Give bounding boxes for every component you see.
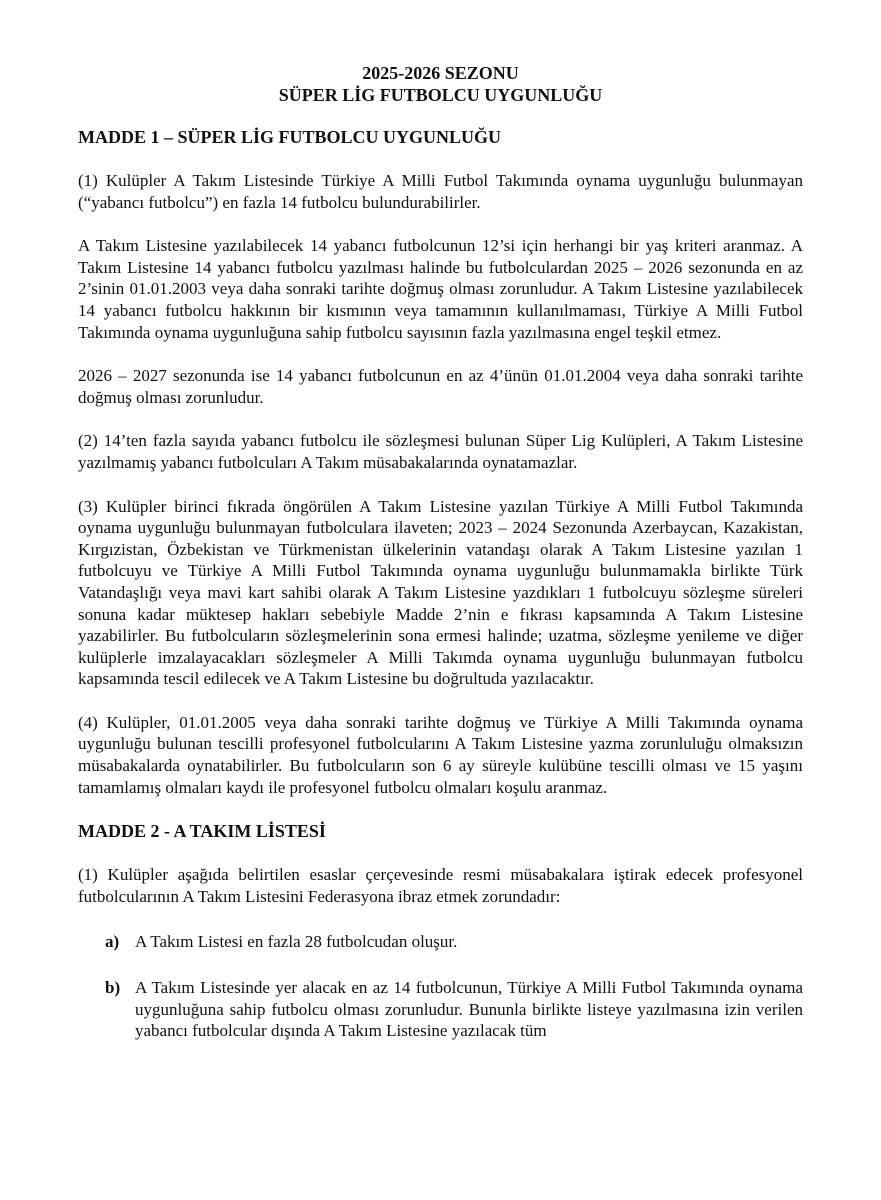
madde-1-paragraph-1: (1) Kulüpler A Takım Listesinde Türkiye A Milli Futbol Takımında oynama uygunluğu bulunmayan (“yabancı futbolcu”) en fazla 14 futbolcu bulundurabilirler. — [78, 171, 803, 212]
madde-1-paragraph-2: A Takım Listesine yazılabilecek 14 yabancı futbolcunun 12’si için herhangi bir yaş kriteri aranmaz. A Takım Listesine 14 yabancı futbolcu yazılması halinde bu futbolculardan 2025 – 2026 sezonunda en az 2’sinin 01.01.2003 veya daha sonraki tarihte doğmuş olması zorunludur. A Takım Listesine yazılabilecek 14 yabancı futbolcu hakkının bir kısmının veya tamamının kullanılmaması, Türkiye A Milli Futbol Takımında oynama uygunluğuna sahip futbolcu sayısının fazla yazılmasına engel teşkil etmez. — [78, 236, 803, 342]
madde-1-paragraph-6: (4) Kulüpler, 01.01.2005 veya daha sonraki tarihte doğmuş ve Türkiye A Milli Takımında oynama uygunluğu bulunan tescilli profesyonel futbolcularını A Takım Listesine yazma zorunluluğu olmaksızın müsabakalarda oynatabilirler. Bu futbolcuların son 6 ay süreyle kulübüne tescilli olması ve 15 yaşını tamamlamış olmaları kaydı ile profesyonel futbolcu olmaları koşulu aranmaz. — [78, 712, 803, 797]
season-title: 2025-2026 SEZONU — [362, 63, 519, 83]
madde-1-heading: MADDE 1 – SÜPER LİG FUTBOLCU UYGUNLUĞU — [78, 127, 502, 147]
madde-2-heading: MADDE 2 - A TAKIM LİSTESİ — [78, 821, 326, 842]
madde-1-paragraph-5: (3) Kulüpler birinci fıkrada öngörülen A Takım Listesine yazılan Türkiye A Milli Futbol Takımında oynama uygunluğu bulunmayan futbolculara ilaveten; 2023 – 2024 Sezonunda Azerbaycan, Kazakistan, Kırgızistan, Özbekistan ve Türkmenistan ülkelerinin vatandaşı olarak A Takım Listesine yazılan 1 futbolcuyu ve Türkiye A Milli Futbol Takımında oynama uygunluğu bulunmamakla birlikte Türk Vatandaşlığı veya mavi kart sahibi olarak A Takım Listesine yazdıkları 1 futbolcuyu sözleşme süreleri sonuna kadar müktesep hakları sebebiyle Madde 2’nin e fıkrası kapsamında A Takım Listesine yazabilirler. Bu futbolcuların sözleşmelerinin sona ermesi halinde; uzatma, sözleşme yenileme ve diğer kulüplerle imzalayacakları sözleşmeler A Milli Takımda oynama uygunluğu bulunmayan futbolcu kapsamında tescil edilecek ve A Takım Listesine bu doğrultuda yazılacaktır. — [78, 496, 803, 689]
list-item-text: A Takım Listesinde yer alacak en az 14 futbolcunun, Türkiye A Milli Futbol Takımında oynama uygunluğuna sahip futbolcu olması zorunludur. Bununla birlikte listeye yazılmasına izin verilen yabancı futbolcular dışında A Takım Listesine yazılacak tüm — [135, 978, 803, 1041]
madde-1-paragraph-4: (2) 14’ten fazla sayıda yabancı futbolcu ile sözleşmesi bulunan Süper Lig Kulüpleri, A Takım Listesine yazılmamış yabancı futbolcuları A Takım müsabakalarında oynatamazlar. — [78, 431, 803, 472]
list-item-text: A Takım Listesi en fazla 28 futbolcudan oluşur. — [135, 932, 458, 952]
madde-2-list — [78, 931, 803, 1041]
list-item-marker: b) — [105, 978, 121, 998]
madde-1-paragraph-3: 2026 – 2027 sezonunda ise 14 yabancı futbolcunun en az 4’ünün 01.01.2004 veya daha sonraki tarihte doğmuş olması zorunludur. — [78, 366, 803, 407]
list-item — [78, 931, 803, 953]
list-item-marker: a) — [105, 932, 120, 952]
list-item — [78, 977, 803, 1042]
document-subtitle: SÜPER LİG FUTBOLCU UYGUNLUĞU — [278, 85, 603, 105]
madde-2-intro: (1) Kulüpler aşağıda belirtilen esaslar çerçevesinde resmi müsabakalara iştirak edecek profesyonel futbolcularının A Takım Listesini Federasyona ibraz etmek zorundadır: — [78, 865, 803, 906]
